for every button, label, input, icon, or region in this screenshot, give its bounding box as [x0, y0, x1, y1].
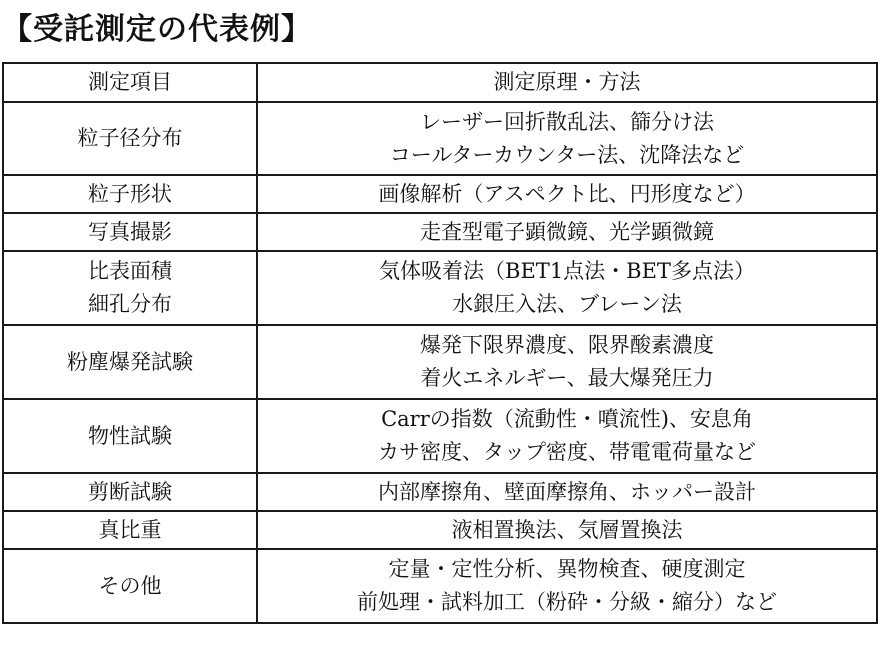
method-text: Carrの指数（流動性・噴流性)、安息角: [381, 407, 753, 431]
method-cell: [257, 213, 877, 251]
method-text: 液相置換法、気層置換法: [451, 517, 683, 542]
method-text: 定量・定性分析、異物検査、硬度測定: [388, 557, 746, 581]
column-header-item: 測定項目: [3, 63, 257, 102]
method-cell: [257, 473, 877, 511]
item-text: 細孔分布: [88, 292, 172, 316]
item-text: 剪断試験: [88, 479, 172, 504]
table-body: [3, 102, 877, 623]
method-cell: [257, 175, 877, 213]
item-cell: [3, 549, 257, 623]
table-row: [3, 399, 877, 473]
item-cell: [3, 213, 257, 251]
method-cell: [257, 325, 877, 399]
method-cell: [257, 511, 877, 549]
table-row: [3, 102, 877, 175]
page-title: 【受託測定の代表例】: [2, 12, 312, 47]
item-text: 写真撮影: [88, 219, 172, 244]
method-text: 水銀圧入法、ブレーン法: [452, 292, 682, 316]
item-text: 粉塵爆発試験: [67, 349, 193, 374]
table-header-row: [3, 63, 877, 102]
table-row: [3, 213, 877, 251]
item-cell: [3, 102, 257, 175]
method-text: 走査型電子顕微鏡、光学顕微鏡: [420, 219, 714, 244]
table-row: [3, 473, 877, 511]
table-row: [3, 549, 877, 623]
item-text: 比表面積: [88, 259, 172, 283]
method-cell: [257, 549, 877, 623]
item-cell: [3, 251, 257, 325]
method-cell: [257, 102, 877, 175]
method-text: 内部摩擦角、壁面摩擦角、ホッパー設計: [378, 479, 756, 504]
item-text: 粒子形状: [88, 181, 172, 206]
item-cell: [3, 473, 257, 511]
method-text: 前処理・試料加工（粉砕・分級・縮分）など: [357, 590, 777, 614]
table-row: [3, 325, 877, 399]
item-text: 真比重: [98, 517, 162, 542]
method-text: コールターカウンター法、沈降法など: [389, 142, 745, 167]
method-text: 気体吸着法（BET1点法・BET多点法）: [379, 259, 755, 283]
item-text: 粒子径分布: [77, 126, 183, 150]
column-header-method: 測定原理・方法: [257, 63, 877, 102]
item-text: その他: [98, 573, 162, 598]
method-text: 画像解析（アスペクト比、円形度など）: [378, 181, 756, 206]
measurement-table: [2, 62, 878, 624]
method-text: 爆発下限界濃度、限界酸素濃度: [420, 333, 714, 357]
method-cell: [257, 251, 877, 325]
item-cell: [3, 399, 257, 473]
method-text: カサ密度、タップ密度、帯電電荷量など: [378, 440, 756, 464]
table-row: [3, 251, 877, 325]
method-cell: [257, 399, 877, 473]
method-text: レーザー回折散乱法、篩分け法: [420, 109, 714, 134]
item-text: 物性試験: [88, 423, 172, 448]
item-cell: [3, 511, 257, 549]
table-row: [3, 511, 877, 549]
item-cell: [3, 325, 257, 399]
table-row: [3, 175, 877, 213]
item-cell: [3, 175, 257, 213]
method-text: 着火エネルギー、最大爆発圧力: [420, 366, 714, 390]
